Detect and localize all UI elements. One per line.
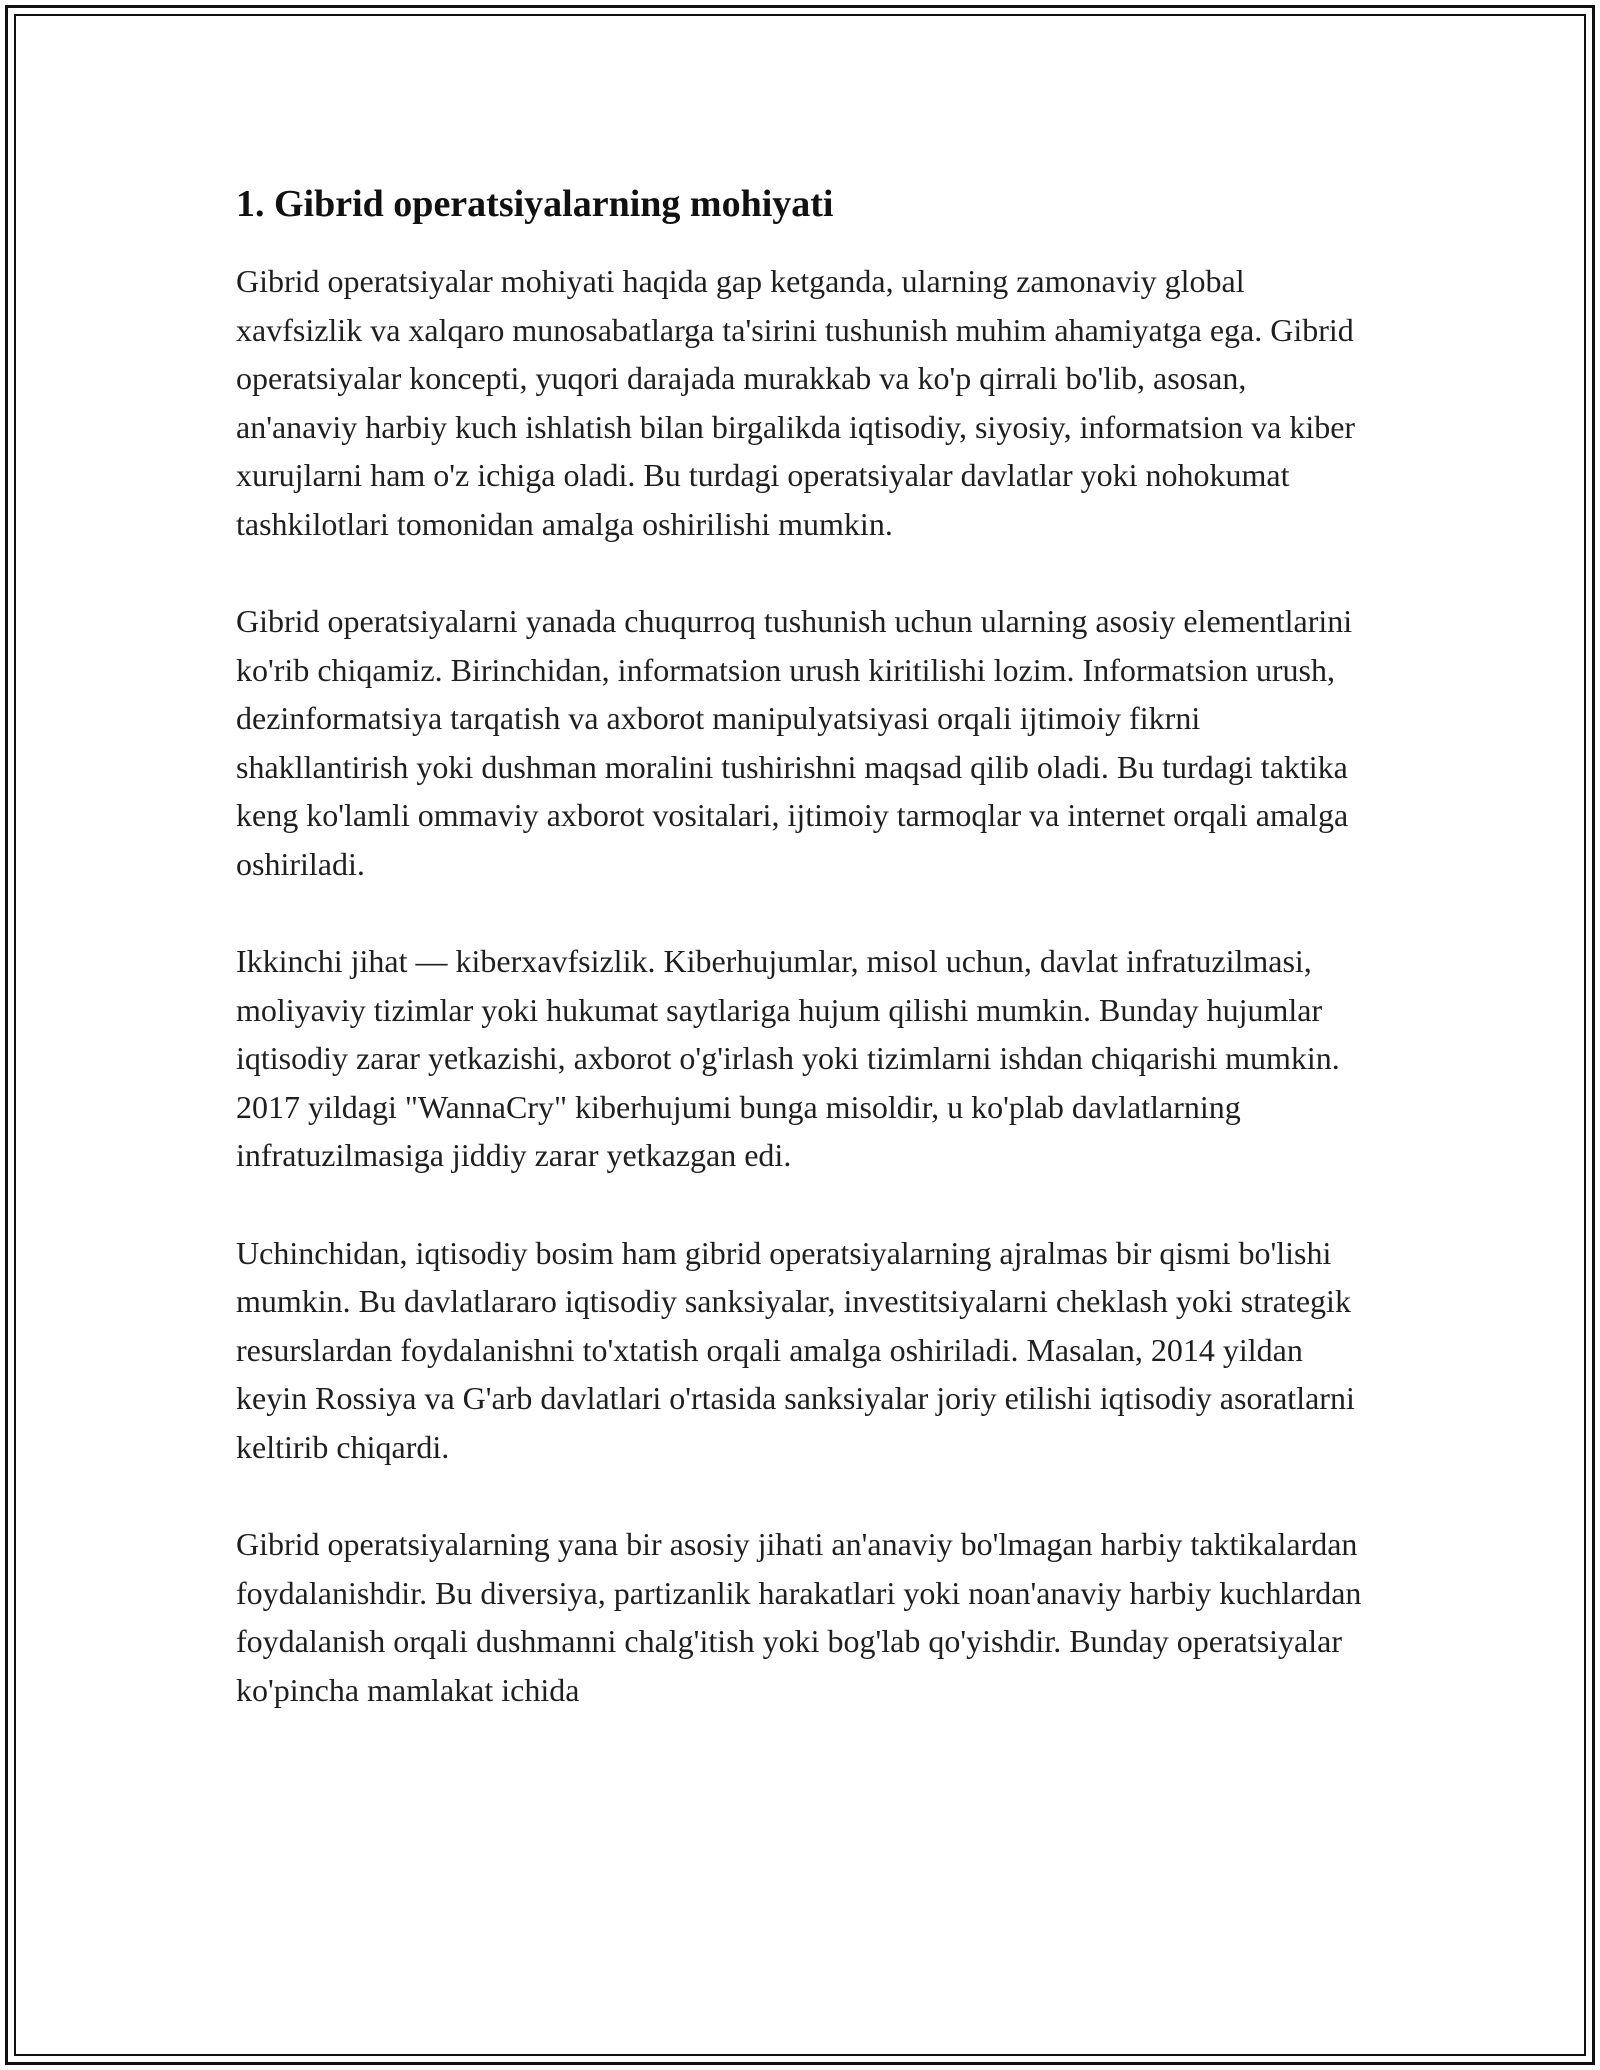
paragraph-2: Gibrid operatsiyalarni yanada chuqurroq tushunish uchun ularning asosiy elementlarini ko'rib chiqamiz. Birinchidan, informatsion urush kiritilishi lozim. Informatsion urush, dezinformatsiya tarqatish va axborot manipulyatsiyasi orqali ijtimoiy fikrni shakllantirish yoki dushman moralini tushirishni maqsad qilib oladi. Bu turdagi taktika keng ko'lamli ommaviy axborot vositalari, ijtimoiy tarmoqlar va internet orqali amalga oshiriladi. xyxy=(236,603,1353,882)
document-body xyxy=(236,180,1366,1763)
paragraph-3: Ikkinchi jihat — kiberxavfsizlik. Kiberhujumlar, misol uchun, davlat infratuzilmasi, moliyaviy tizimlar yoki hukumat saytlariga hujum qilishi mumkin. Bunday hujumlar iqtisodiy zarar yetkazishi, axborot o'g'irlash yoki tizimlarni ishdan chiqarishi mumkin. 2017 yildagi "WannaCry" kiberhujumi bunga misoldir, u ko'plab davlatlarning infratuzilmasiga jiddiy zarar yetkazgan edi. xyxy=(236,943,1340,1174)
section-heading: 1. Gibrid operatsiyalarning mohiyati xyxy=(236,183,834,225)
paragraph-4: Uchinchidan, iqtisodiy bosim ham gibrid operatsiyalarning ajralmas bir qismi bo'lishi mumkin. Bu davlatlararo iqtisodiy sanksiyalar, investitsiyalarni cheklash yoki strategik resurslardan foydalanishni to'xtatish orqali amalga oshiriladi. Masalan, 2014 yildan keyin Rossiya va G'arb davlatlari o'rtasida sanksiyalar joriy etilishi iqtisodiy asoratlarni keltirib chiqardi. xyxy=(236,1234,1355,1465)
paragraph-5: Gibrid operatsiyalarning yana bir asosiy jihati an'anaviy bo'lmagan harbiy taktikalardan foydalanishdir. Bu diversiya, partizanlik harakatlari yoki noan'anaviy harbiy kuchlardan foydalanish orqali dushmanni chalg'itish yoki bog'lab qo'yishdir. Bunday operatsiyalar ko'pincha mamlakat ichida xyxy=(236,1526,1362,1708)
paragraph-1: Gibrid operatsiyalar mohiyati haqida gap ketganda, ularning zamonaviy global xavfsizlik va xalqaro munosabatlarga ta'sirini tushunish muhim ahamiyatga ega. Gibrid operatsiyalar koncepti, yuqori darajada murakkab va ko'p qirrali bo'lib, asosan, an'anaviy harbiy kuch ishlatish bilan birgalikda iqtisodiy, siyosiy, informatsion va kiber xurujlarni ham o'z ichiga oladi. Bu turdagi operatsiyalar davlatlar yoki nohokumat tashkilotlari tomonidan amalga oshirilishi mumkin. xyxy=(236,263,1356,542)
